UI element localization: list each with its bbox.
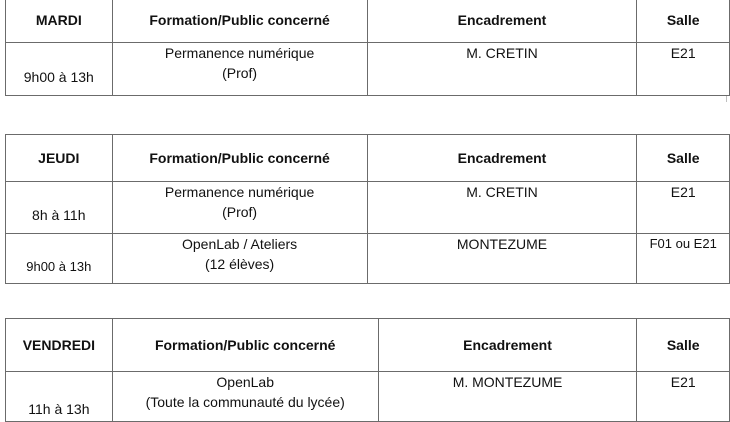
- table-row: [6, 372, 730, 422]
- encadrement-cell: M. CRETIN: [367, 182, 637, 234]
- formation-cell: [112, 182, 367, 234]
- table-header-row: [6, 135, 730, 182]
- day-header: VENDREDI: [6, 319, 113, 372]
- salle-cell: F01 ou E21: [637, 234, 730, 284]
- table-header-row: [6, 319, 730, 372]
- schedule-table-mardi: [5, 0, 730, 96]
- formation-header: Formation/Public concerné: [112, 319, 378, 372]
- salle-cell: E21: [637, 43, 730, 96]
- formation-line-1: Permanence numérique: [164, 184, 315, 200]
- salle-header: Salle: [637, 135, 730, 182]
- encadrement-cell: M. CRETIN: [367, 43, 637, 96]
- encadrement-header: Encadrement: [367, 135, 637, 182]
- formation-line-2: (Prof): [222, 65, 258, 81]
- day-header: MARDI: [6, 0, 113, 43]
- table-row: [6, 182, 730, 234]
- schedule-table-jeudi: [5, 134, 730, 284]
- formation-line-1: OpenLab / Ateliers: [181, 236, 298, 252]
- formation-line-1: OpenLab: [216, 374, 274, 390]
- encadrement-cell: MONTEZUME: [367, 234, 637, 284]
- formation-line-2: (Toute la communauté du lycée): [145, 394, 345, 410]
- time-cell: 8h à 11h: [6, 182, 113, 234]
- table-header-row: [6, 0, 730, 43]
- salle-cell: E21: [637, 182, 730, 234]
- table-row: [6, 43, 730, 96]
- time-cell: 9h00 à 13h: [6, 43, 113, 96]
- encadrement-cell: M. MONTEZUME: [378, 372, 637, 422]
- formation-line-2: (Prof): [222, 204, 258, 220]
- salle-header: Salle: [637, 0, 730, 43]
- formation-cell: [112, 372, 378, 422]
- salle-cell: E21: [637, 372, 730, 422]
- formation-header: Formation/Public concerné: [112, 135, 367, 182]
- schedule-table-vendredi: [5, 318, 730, 422]
- encadrement-header: Encadrement: [378, 319, 637, 372]
- formation-header: Formation/Public concerné: [112, 0, 367, 43]
- table-row: [6, 234, 730, 284]
- encadrement-header: Encadrement: [367, 0, 637, 43]
- formation-line-2: (12 élèves): [204, 256, 275, 272]
- salle-header: Salle: [637, 319, 730, 372]
- formation-line-1: Permanence numérique: [164, 45, 315, 61]
- divider-tick: [726, 96, 727, 102]
- formation-cell: [112, 234, 367, 284]
- time-cell: 11h à 13h: [6, 372, 113, 422]
- day-header: JEUDI: [6, 135, 113, 182]
- time-cell: 9h00 à 13h: [6, 234, 113, 284]
- formation-cell: [112, 43, 367, 96]
